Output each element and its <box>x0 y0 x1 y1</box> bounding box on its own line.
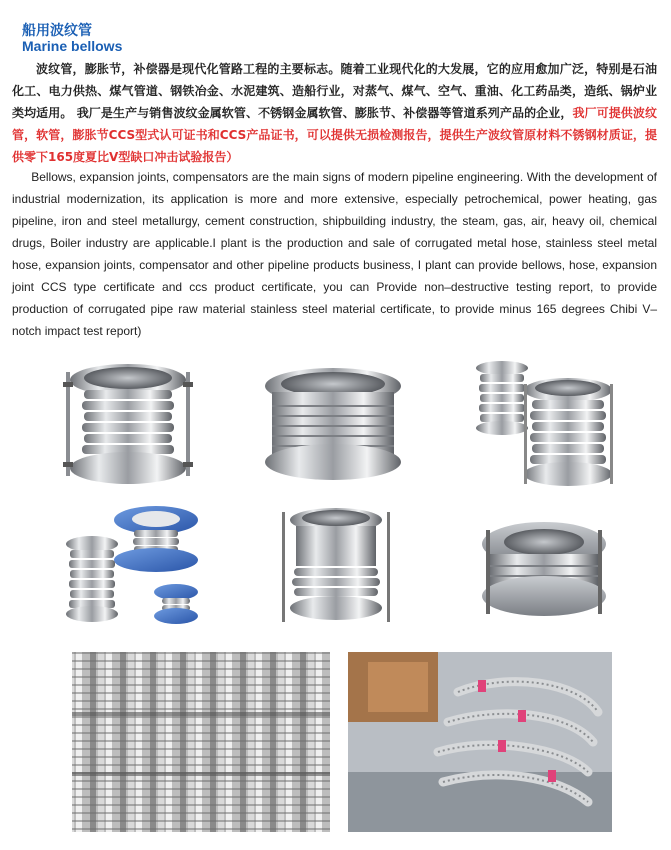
product-photo-bellows-blue-flanges <box>58 500 208 636</box>
product-photo-large-flanged-bellows <box>258 362 408 486</box>
intro-paragraph-chinese <box>12 58 657 168</box>
product-photo-metal-hoses <box>348 652 612 832</box>
product-photo-compact-compensator <box>476 510 612 628</box>
product-photo-warehouse-stock <box>72 652 330 832</box>
product-photo-bellows-with-tie-rods <box>58 352 198 492</box>
title-chinese: 船用波纹管 <box>22 23 92 39</box>
intro-paragraph-english: Bellows, expansion joints, compensators are the main signs of modern pipeline engineering. With the development of industrial modernization, its application is more and more extensive, especially petrochemical, power heating, gas pipeline, iron and steel metallurgy, cement construction, shipbuilding industry, the steam, gas, air, heavy oil, chemical drugs, Boiler industry are applicable.I plant is the production and sale of corrugated metal hose, stainless steel metal hose, expansion joints, compensator and other pipeline products business, I plant can provide bellows, hose, expansion joint CCS type certificate and ccs product certificate, you can Provide non–destructive testing report, to provide production of corrugated pipe raw material stainless steel material certificate, to provide minus 165 degrees Chibi V–notch impact test report) <box>12 170 657 338</box>
intro-cn-text: 波纹管，膨胀节，补偿器是现代化管路工程的主要标志。随着工业现代化的大发展，它的应用愈加广泛，特别是石油化工、电力供热、煤气管道、钢铁冶金、水泥建筑、造船行业，对蒸气、煤气、空气、重油、化工药品类，造纸、锅炉业类均适用。 我厂是生产与销售波纹金属软管、不锈钢金属软管、膨胀节、补偿器等管道系列产品的企业， <box>12 62 657 120</box>
product-photo-tied-bellows <box>276 502 396 630</box>
title-english: Marine bellows <box>22 38 123 54</box>
product-photo-two-bellows <box>470 354 620 490</box>
intro-cn-certificate-text: 我厂可提供波纹管，软管，膨胀节CCS型式认可证书和CCS产品证书，可以提供无损检测报告，提供生产波纹管原材料不锈钢材质证，提供零下165度夏比V型缺口冲击试验报告） <box>12 106 657 164</box>
